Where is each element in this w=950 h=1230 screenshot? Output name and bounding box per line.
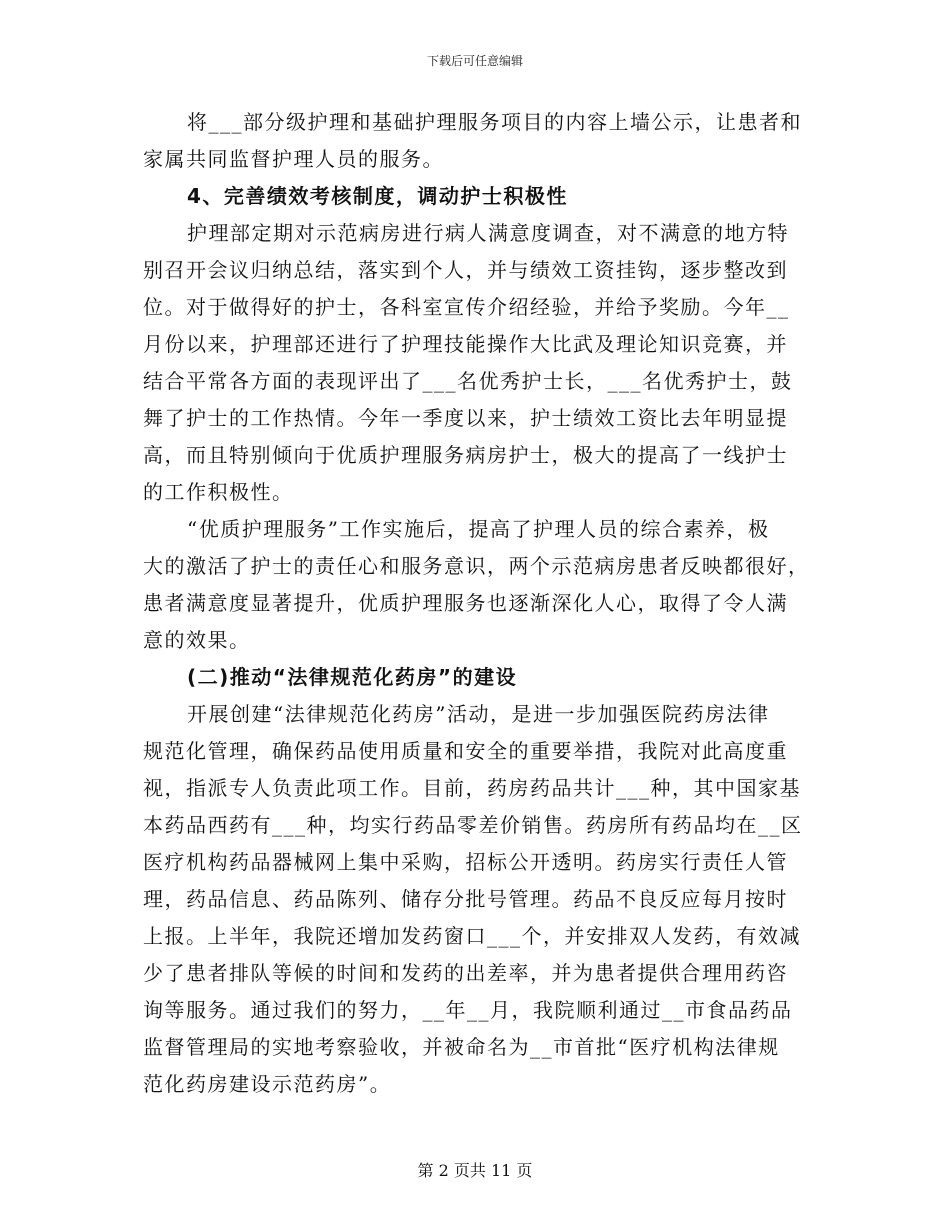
paragraph-line: 结合平常各方面的表现评出了___名优秀护士长，___名优秀护士，鼓 [143,369,793,393]
paragraph-line: 患者满意度显著提升，优质护理服务也逐渐深化人心，取得了令人满 [143,591,788,615]
paragraph-line: 询等服务。通过我们的努力，__年__月，我院顺利通过__市食品药品 [143,998,793,1022]
paragraph-line: 上报。上半年，我院还增加发药窗口___个，并安排双人发药，有效减 [143,924,801,948]
paragraph-line: 的工作积极性。 [143,480,294,504]
paragraph-line: 别召开会议归纳总结，落实到个人，并与绩效工资挂钩，逐步整改到 [143,258,788,282]
paragraph-line: 本药品西药有___种，均实行药品零差价销售。药房所有药品均在__区 [143,813,803,837]
paragraph-line: 监督管理局的实地考察验收，并被命名为__市首批“医疗机构法律规 [143,1035,780,1059]
paragraph-line: 规范化管理，确保药品使用质量和安全的重要举措，我院对此高度重 [143,739,788,763]
paragraph-line: 高，而且特别倾向于优质护理服务病房护士，极大的提高了一线护士 [143,443,788,467]
paragraph-line: 舞了护士的工作热情。今年一季度以来，护士绩效工资比去年明显提 [143,406,788,430]
paragraph-line: 位。对于做得好的护士，各科室宣传介绍经验，并给予奖励。今年__ [143,295,790,319]
paragraph-line: 视，指派专人负责此项工作。目前，药房药品共计___种，其中国家基 [143,776,801,800]
page-footer: 第 2 页共 11 页 [417,1161,533,1180]
paragraph-line: 理，药品信息、药品陈列、储存分批号管理。药品不良反应每月按时 [143,887,788,911]
paragraph-line: 大的激活了护士的责任心和服务意识，两个示范病房患者反映都很好， [143,554,810,578]
paragraph-line: 少了患者排队等候的时间和发药的出差率，并为患者提供合理用药咨 [143,961,788,985]
paragraph-line: 意的效果。 [143,628,251,652]
paragraph-line: 开展创建“法律规范化药房”活动，是进一步加强医院药房法律 [187,702,770,726]
paragraph-line: 范化药房建设示范药房”。 [143,1072,392,1096]
paragraph-line: 将___部分级护理和基础护理服务项目的内容上墙公示，让患者和 [187,110,802,134]
document-body [143,104,810,1103]
paragraph-line: 月份以来，护理部还进行了护理技能操作大比武及理论知识竞赛，并 [143,332,788,356]
paragraph-line: 家属共同监督护理人员的服务。 [143,147,444,171]
paragraph-line: 护理部定期对示范病房进行病人满意度调查，对不满意的地方特 [187,221,789,245]
paragraph-line: 医疗机构药品器械网上集中采购，招标公开透明。药房实行责任人管 [143,850,788,874]
section-heading: (二)推动“法律规范化药房”的建设 [187,665,518,689]
paragraph-line: “优质护理服务”工作实施后，提高了护理人员的综合素养，极 [187,517,770,541]
page-header: 下载后可任意编辑 [426,54,523,68]
section-heading: 4、完善绩效考核制度，调动护士积极性 [187,184,568,208]
